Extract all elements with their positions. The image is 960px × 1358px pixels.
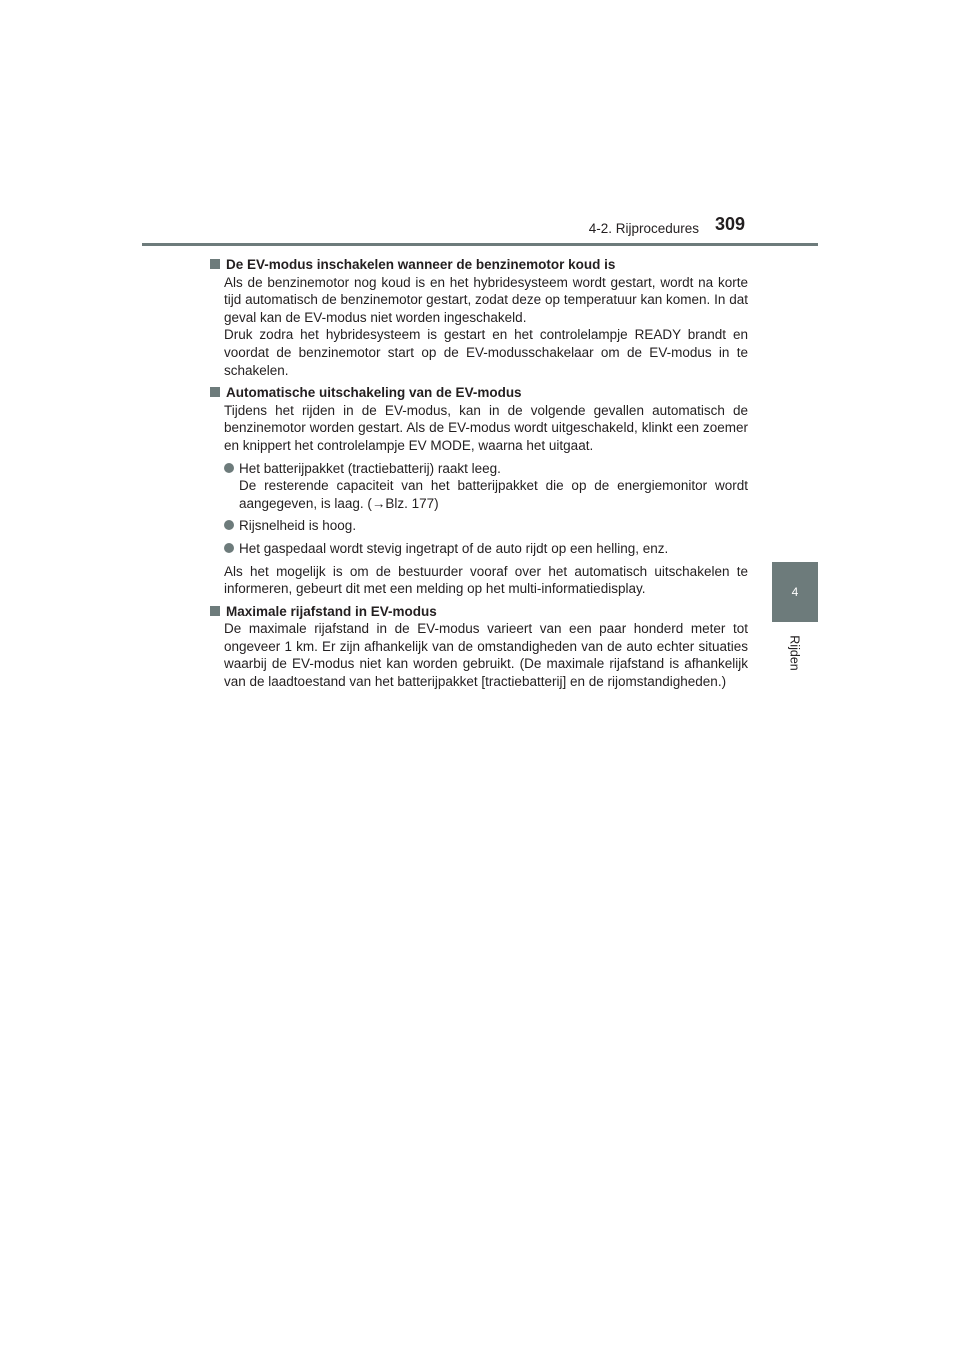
arrow-right-icon: → (371, 495, 386, 511)
paragraph-text: Tijdens het rijden in de EV-modus, kan in de volgende gevallen automatisch de benzinemotor worden gestart. Als de EV-modus wordt uitgeschakeld, klinkt een zoemer en knippert het controlelampje EV MODE, waarna het uitgaat. (224, 402, 748, 453)
paragraph-text: Als de benzinemotor nog koud is en het hybridesysteem wordt gestart, wordt na korte tijd automatisch de benzinemotor gestart, zodat deze op temperatuur kan komen. In dat geval kan de EV-modus niet worden ingeschakeld. (224, 274, 748, 325)
paragraph-text: Als het mogelijk is om de bestuurder vooraf over het automatisch uitschakelen te informeren, gebeurt dit met een melding op het multi-informatiedisplay. (224, 563, 748, 597)
paragraph (224, 274, 748, 380)
section-heading (210, 603, 748, 621)
list-item-text: Het gaspedaal wordt stevig ingetrapt of de auto rijdt op een helling, enz. (239, 540, 669, 556)
section-heading (210, 384, 748, 402)
chapter-label (783, 628, 807, 678)
square-bullet-icon (210, 259, 220, 269)
chapter-label-text: Rijden (788, 635, 802, 671)
chapter-tab[interactable] (772, 562, 818, 622)
section-heading-text: De EV-modus inschakelen wanneer de benzinemotor koud is (226, 257, 616, 272)
page-number: 309 (715, 214, 746, 234)
square-bullet-icon (210, 387, 220, 397)
header-rule (142, 243, 818, 246)
chapter-number: 4 (791, 585, 799, 599)
section-ev-cold-engine (210, 256, 748, 379)
page-reference-link[interactable]: Blz. 177) (385, 495, 439, 511)
list-item-text: Het batterijpakket (tractiebatterij) raakt leeg. (239, 460, 501, 476)
paragraph-text: De maximale rijafstand in de EV-modus varieert van een paar honderd meter tot ongeveer 1 km. Er zijn afhankelijk van de omstandigheden van de auto echter situaties waarbij de EV-modus niet kan worden gebruikt. (De maximale rijafstand is afhankelijk van de laadtoestand van het batterijpakket [tractiebatterij] en de rijomstandigheden.) (224, 621, 748, 690)
section-heading-text: Automatische uitschakeling van de EV-modus (226, 385, 522, 401)
paragraph-text: Druk zodra het hybridesysteem is gestart en het controlelampje READY brandt en voordat de benzinemotor start op de EV-modusschakelaar om de EV-modus in te schakelen. (224, 327, 748, 378)
list-item (224, 460, 748, 513)
round-bullet-icon (224, 543, 234, 553)
paragraph (224, 563, 748, 598)
list-item-text: Rijsnelheid is hoog. (239, 518, 357, 534)
square-bullet-icon (210, 606, 220, 616)
section-max-range (210, 603, 748, 691)
section-title: 4-2. Rijprocedures (588, 221, 699, 236)
paragraph (224, 402, 748, 455)
main-content (210, 256, 748, 696)
section-heading (210, 256, 748, 274)
list-item (224, 540, 748, 558)
round-bullet-icon (224, 520, 234, 530)
paragraph (224, 620, 748, 690)
section-heading-text: Maximale rijafstand in EV-modus (226, 603, 437, 619)
list-item-text: De resterende capaciteit van het batterijpakket die op de energiemonitor wordt aangegeven, is laag. ( (239, 478, 748, 511)
round-bullet-icon (224, 463, 234, 473)
list-item (224, 517, 748, 535)
section-auto-deactivation (210, 384, 748, 598)
